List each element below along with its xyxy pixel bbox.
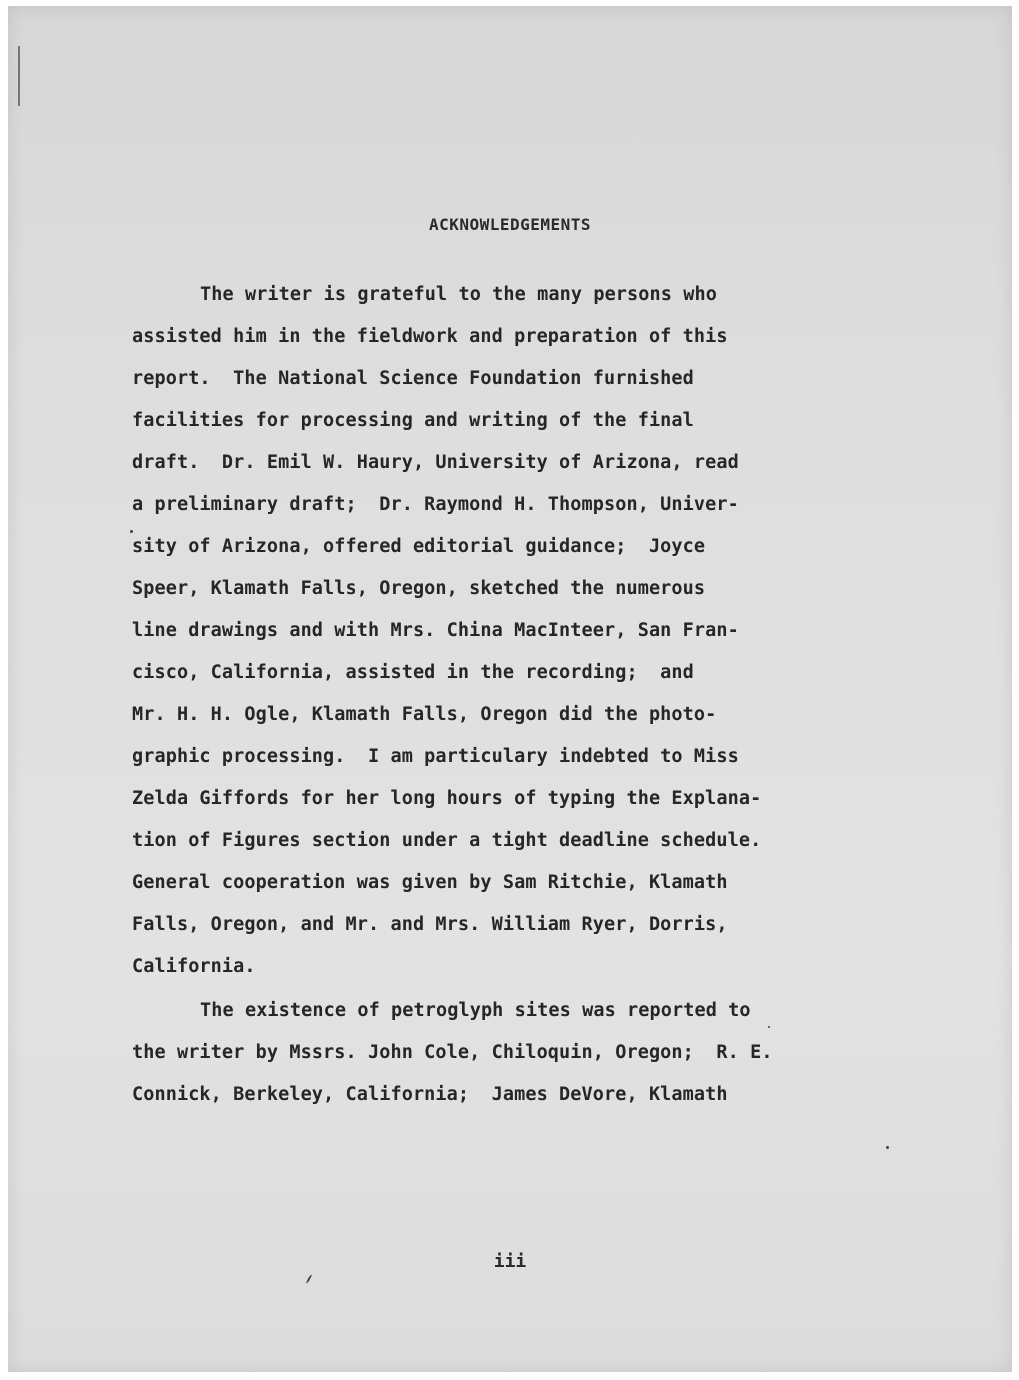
paragraph-2-line-1: The existence of petroglyph sites was reported to [200,1000,751,1021]
paragraph-1-line-10: cisco, California, assisted in the recording; and [132,662,694,683]
typewritten-page [8,6,1012,1372]
paragraph-1-line-6: a preliminary draft; Dr. Raymond H. Thompson, Univer- [132,494,739,515]
paragraph-1-line-13: Zelda Giffords for her long hours of typing the Explana- [132,788,762,809]
paragraph-2-line-3: Connick, Berkeley, California; James DeVore, Klamath [132,1084,728,1105]
paragraph-1-line-14: tion of Figures section under a tight deadline schedule. [132,830,762,851]
paragraph-1-line-17: California. [132,956,256,977]
paragraph-1-line-4: facilities for processing and writing of the final [132,410,694,431]
paper-speck [886,1146,889,1149]
paper-speck [768,1026,770,1028]
paragraph-1-line-11: Mr. H. H. Ogle, Klamath Falls, Oregon did the photo- [132,704,717,725]
paragraph-1-line-9: line drawings and with Mrs. China MacInteer, San Fran- [132,620,739,641]
paragraph-1-line-12: graphic processing. I am particulary indebted to Miss [132,746,739,767]
page-number: iii [493,1251,527,1272]
paper-speck [306,1274,313,1284]
paragraph-1-line-16: Falls, Oregon, and Mr. and Mrs. William Ryer, Dorris, [132,914,728,935]
paragraph-1-line-7: sity of Arizona, offered editorial guidance; Joyce [132,536,706,557]
paragraph-1-line-2: assisted him in the fieldwork and preparation of this [132,326,728,347]
paragraph-1-line-5: draft. Dr. Emil W. Haury, University of Arizona, read [132,452,739,473]
paragraph-1-line-15: General cooperation was given by Sam Ritchie, Klamath [132,872,728,893]
paper-speck [130,530,133,533]
paragraph-2-line-2: the writer by Mssrs. John Cole, Chiloquin, Oregon; R. E. [132,1042,773,1063]
paragraph-1-line-3: report. The National Science Foundation furnished [132,368,694,389]
page-title: ACKNOWLEDGEMENTS [428,215,592,234]
paragraph-1-line-1: The writer is grateful to the many persons who [200,284,717,305]
paragraph-1-line-8: Speer, Klamath Falls, Oregon, sketched the numerous [132,578,706,599]
